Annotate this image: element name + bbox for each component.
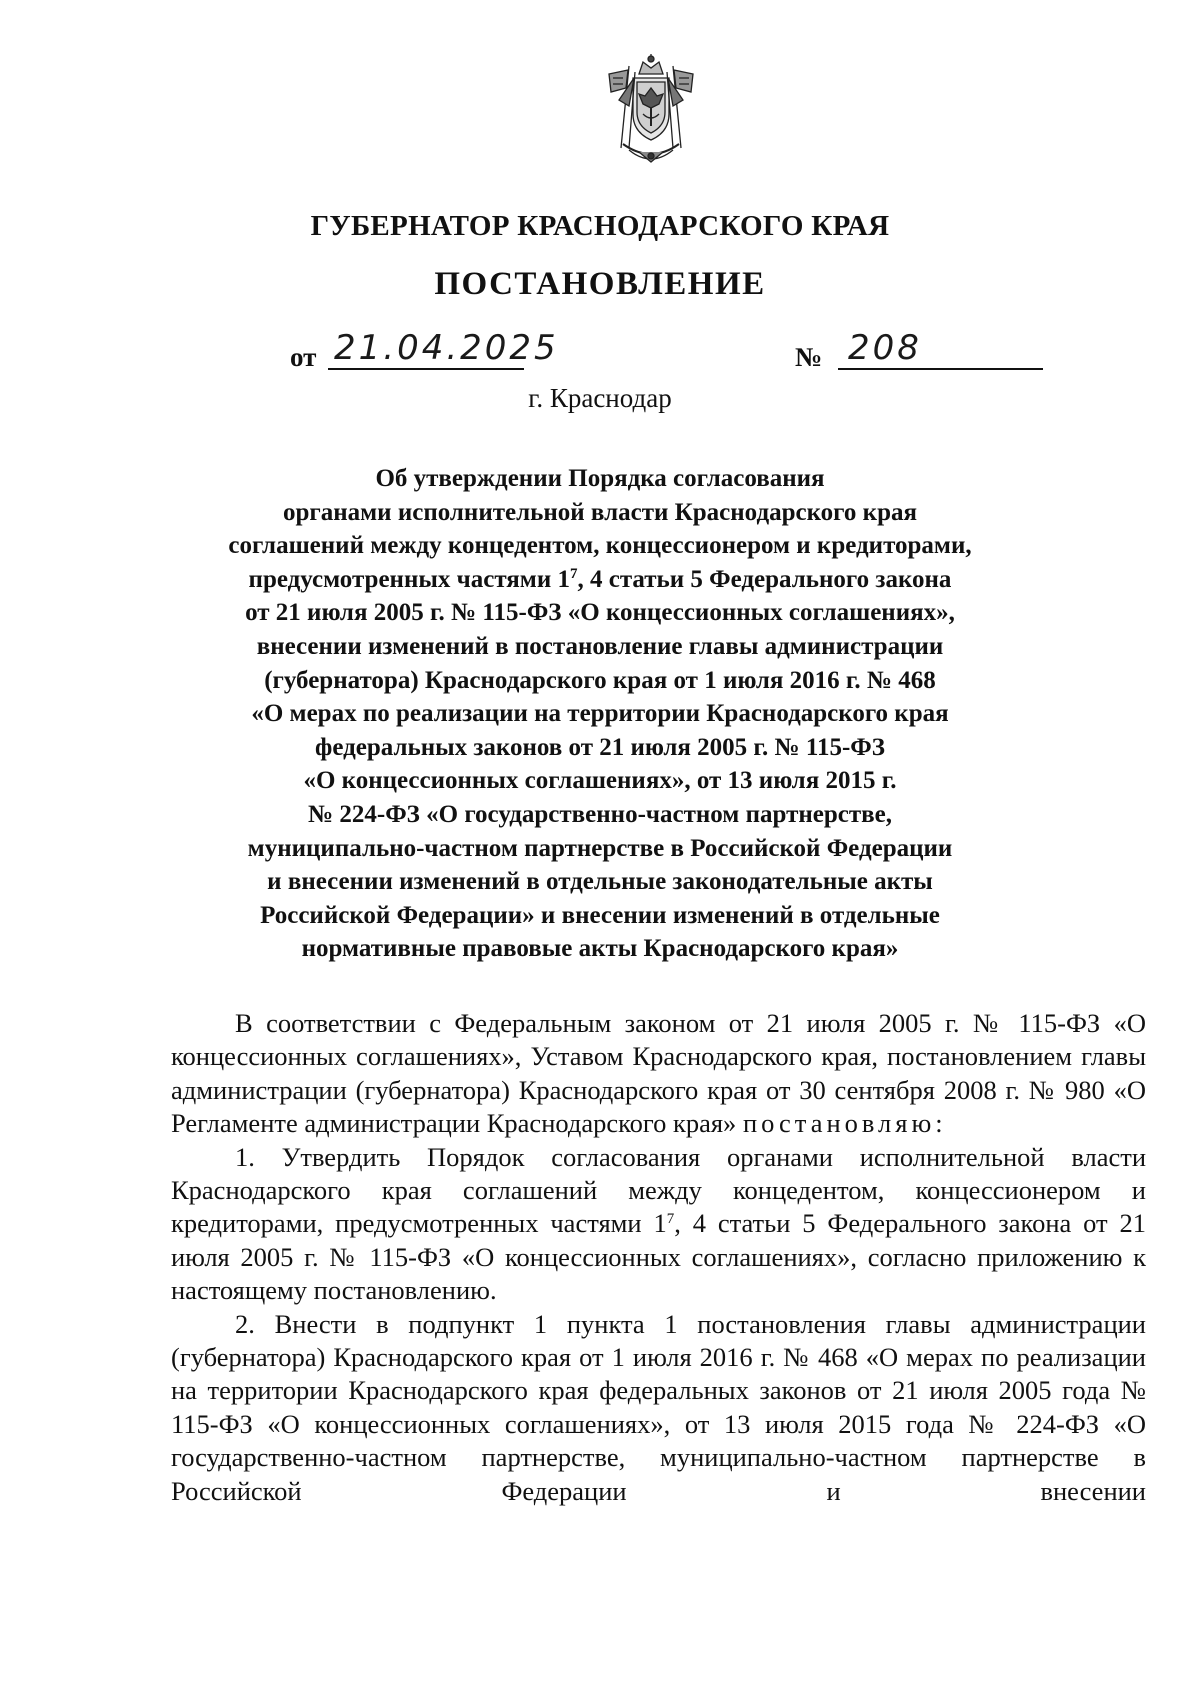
superscript: 7 xyxy=(569,565,578,582)
title-line: федеральных законов от 21 июля 2005 г. № 115-ФЗ xyxy=(315,733,885,761)
date-number-line xyxy=(290,328,990,370)
title-line: муниципально-частном партнерстве в Российской Федерации xyxy=(247,834,953,862)
document-title xyxy=(150,462,1050,966)
title-line: № 224-ФЗ «О государственно-частном партнерстве, xyxy=(308,800,892,828)
title-line: от 21 июля 2005 г. № 115-ФЗ «О концессионных соглашениях», xyxy=(245,599,955,627)
document-type: ПОСТАНОВЛЕНИЕ xyxy=(434,266,766,302)
preamble-paragraph xyxy=(171,1007,1146,1141)
number-prefix: № xyxy=(795,342,823,372)
title-line: Российской Федерации» и внесении изменений в отдельные xyxy=(260,901,940,929)
title-line: «О мерах по реализации на территории Краснодарского края xyxy=(251,700,949,728)
title-line: соглашений между концедентом, концессионером и кредиторами, xyxy=(228,532,972,560)
coat-of-arms-icon xyxy=(599,52,703,170)
date-prefix: от xyxy=(290,342,317,372)
superscript: 7 xyxy=(666,1211,675,1228)
title-line xyxy=(150,563,1050,597)
title-line: нормативные правовые акты Краснодарского края» xyxy=(301,935,899,963)
item-1-text: , 4 статьи 5 Федерального закона от 21 июля 2005 г. № 115-ФЗ «О концессионных соглашениях», согласно приложению к настоящему постановлению. xyxy=(171,1208,1146,1306)
document-body xyxy=(171,1007,1146,1508)
title-line: внесении изменений в постановление главы администрации xyxy=(256,632,944,660)
title-line: «О концессионных соглашениях», от 13 июля 2015 г. xyxy=(303,767,897,795)
title-text: предусмотренных частями 1 xyxy=(248,565,570,593)
city: г. Краснодар xyxy=(528,383,672,413)
item-1-paragraph xyxy=(171,1141,1146,1308)
title-line: и внесении изменений в отдельные законодательные акты xyxy=(267,868,933,896)
issuer-title: ГУБЕРНАТОР КРАСНОДАРСКОГО КРАЯ xyxy=(310,210,890,242)
title-line: Об утверждении Порядка согласования xyxy=(375,465,825,492)
handwritten-date: 21.04.2025 xyxy=(328,328,524,370)
title-line: (губернатора) Краснодарского края от 1 июля 2016 г. № 468 xyxy=(264,666,936,694)
item-2-paragraph: 2. Внести в подпункт 1 пункта 1 постановления главы администрации (губернатора) Краснодарского края от 1 июля 2016 г. № 468 «О мерах по реализации на территории Краснодарского края федеральных законов от 21 июля 2005 года № 115-ФЗ «О концессионных соглашениях», от 13 июля 2015 года № 224-ФЗ «О государственно-частном партнерстве, муниципально-частном партнерстве в Российской Федерации и внесении xyxy=(171,1308,1146,1506)
title-line: органами исполнительной власти Краснодарского края xyxy=(282,498,917,526)
preamble-text: В соответствии с Федеральным законом от 21 июля 2005 г. № 115-ФЗ «О концессионных соглашениях», Уставом Краснодарского края, постановлением главы администрации (губернатора) Краснодарского края от 30 сентября 2008 г. № 980 «О Регламенте администрации Краснодарского края» xyxy=(171,1008,1146,1139)
title-text: , 4 статьи 5 Федерального закона xyxy=(577,565,952,593)
item-1-text: 1. Утвердить Порядок согласования органами исполнительной власти Краснодарского края соглашений между концедентом, концессионером и кредиторами, предусмотренных частями 1 xyxy=(171,1141,1146,1239)
decree-word: постановляю: xyxy=(742,1108,947,1139)
handwritten-number: 208 xyxy=(838,328,1043,370)
